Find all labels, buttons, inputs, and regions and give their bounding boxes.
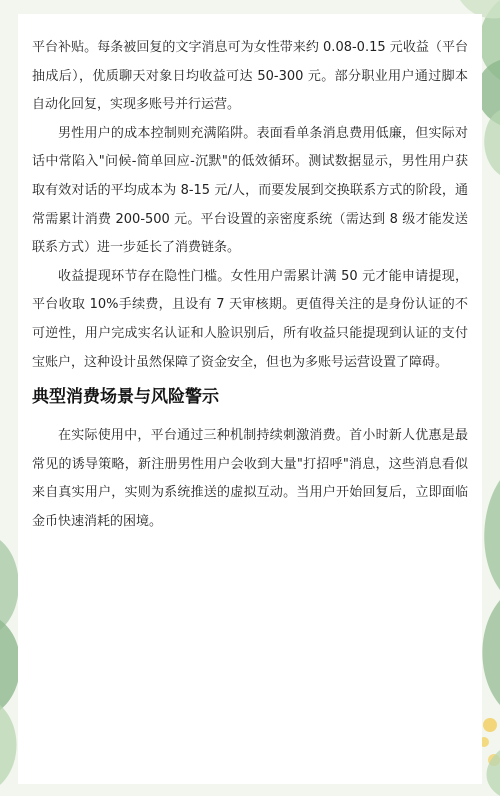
paragraph-1: 平台补贴。每条被回复的文字消息可为女性带来约 0.08-0.15 元收益（平台抽成后），优质聊天对象日均收益可达 50-300 元。部分职业用户通过脚本自动化回复，实现多账号并行运营。 [32, 40, 468, 113]
paragraph-3: 收益提现环节存在隐性门槛。女性用户需累计满 50 元才能申请提现，平台收取 10%手续费，且设有 7 天审核期。更值得关注的是身份认证的不可逆性，用户完成实名认证和人脸识别后，所有收益只能提现到认证的支付宝账户，这种设计虽然保障了资金安全，但也为多账号运营设置了障碍。 [32, 268, 468, 370]
article-card [18, 14, 482, 784]
paragraph-4: 在实际使用中，平台通过三种机制持续刺激消费。首小时新人优惠是最常见的诱导策略，新注册男性用户会收到大量"打招呼"消息，这些消息看似来自真实用户，实则为系统推送的虚拟互动。当用户开始回复后，立即面临金币快速消耗的困境。 [32, 428, 468, 529]
section-heading: 典型消费场景与风险警示 [32, 387, 219, 408]
paragraph-2: 男性用户的成本控制则充满陷阱。表面看单条消息费用低廉，但实际对话中常陷入"问候-简单回应-沉默"的低效循环。测试数据显示，男性用户获取有效对话的平均成本为 8-15 元/人，而要发展到交换联系方式的阶段，通常需累计消费 200-500 元。平台设置的亲密度系统（需达到 8 级才能发送联系方式）进一步延长了消费链条。 [32, 125, 468, 256]
